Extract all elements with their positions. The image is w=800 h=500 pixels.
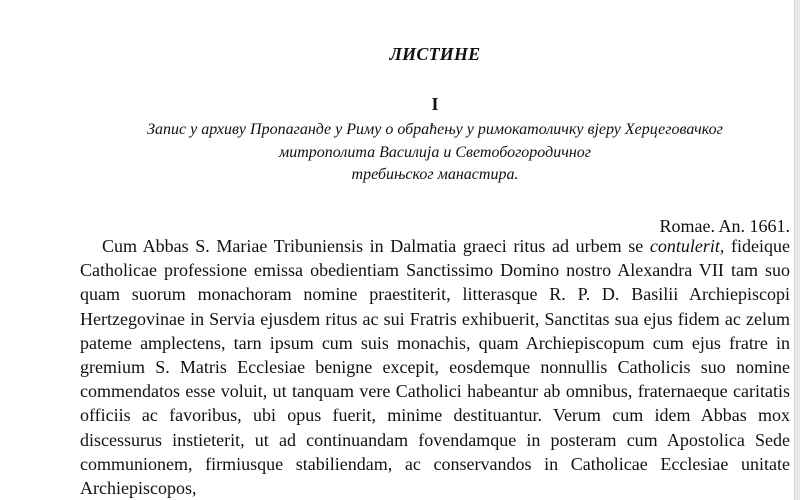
subtitle-line: митрополита Василија и Светобогородичног: [278, 143, 591, 161]
document-number: I: [431, 94, 439, 114]
subtitle-line: требињског манастира.: [351, 166, 519, 183]
body-italic-word: contulerit: [649, 236, 720, 256]
document-subtitle: [110, 119, 760, 187]
document-date: Romae. An. 1661.: [659, 216, 790, 236]
section-heading: ЛИСТИНЕ: [389, 44, 481, 64]
body-text-part: Cum Abbas S. Mariae Tribuniensis in Dalmatia graeci ritus ad urbem se: [102, 236, 650, 256]
body-paragraph: [80, 234, 790, 500]
body-text-part: , fideique Catholicae professione emissa obedientiam Sanctissimo Domino nostro Alexandra VII tam suo quam suorum monachoram nomine praestiterit, litterasque R. P. D. Basilii Archiepiscopi Hertzegovinae in Servia ejusdem ritus ac sui Fratris exhibuerit, Sanctitas sua ejus fidem ac zelum pateme amplectens, tarn ipsum cum suis monachis, quam Archiepiscopum cum ejus fratre in gremium S. Matris Ecclesiae benigne excepit, eosdemque nonnullis Catholicis suo nomine commendatos esse voluit, ut tanquam vere Catholici habeantur ab omnibus, fraternaeque caritatis officiis ac favoribus, ubi opus fuerit, minime destituantur. Verum cum idem Abbas mox discessurus instieterit, ut ad continuandam fovendamque in posteram cum Apostolica Sede communionem, firmiusque stabiliendam, ac conservandos in Catholicae Ecclesiae unitate Archiepiscopos,: [80, 236, 791, 499]
subtitle-line: Запис у архиву Пропаганде у Риму о обраћењу у римокатоличку вјеру Херцеговачког: [147, 121, 723, 138]
page-edge: [794, 0, 800, 500]
